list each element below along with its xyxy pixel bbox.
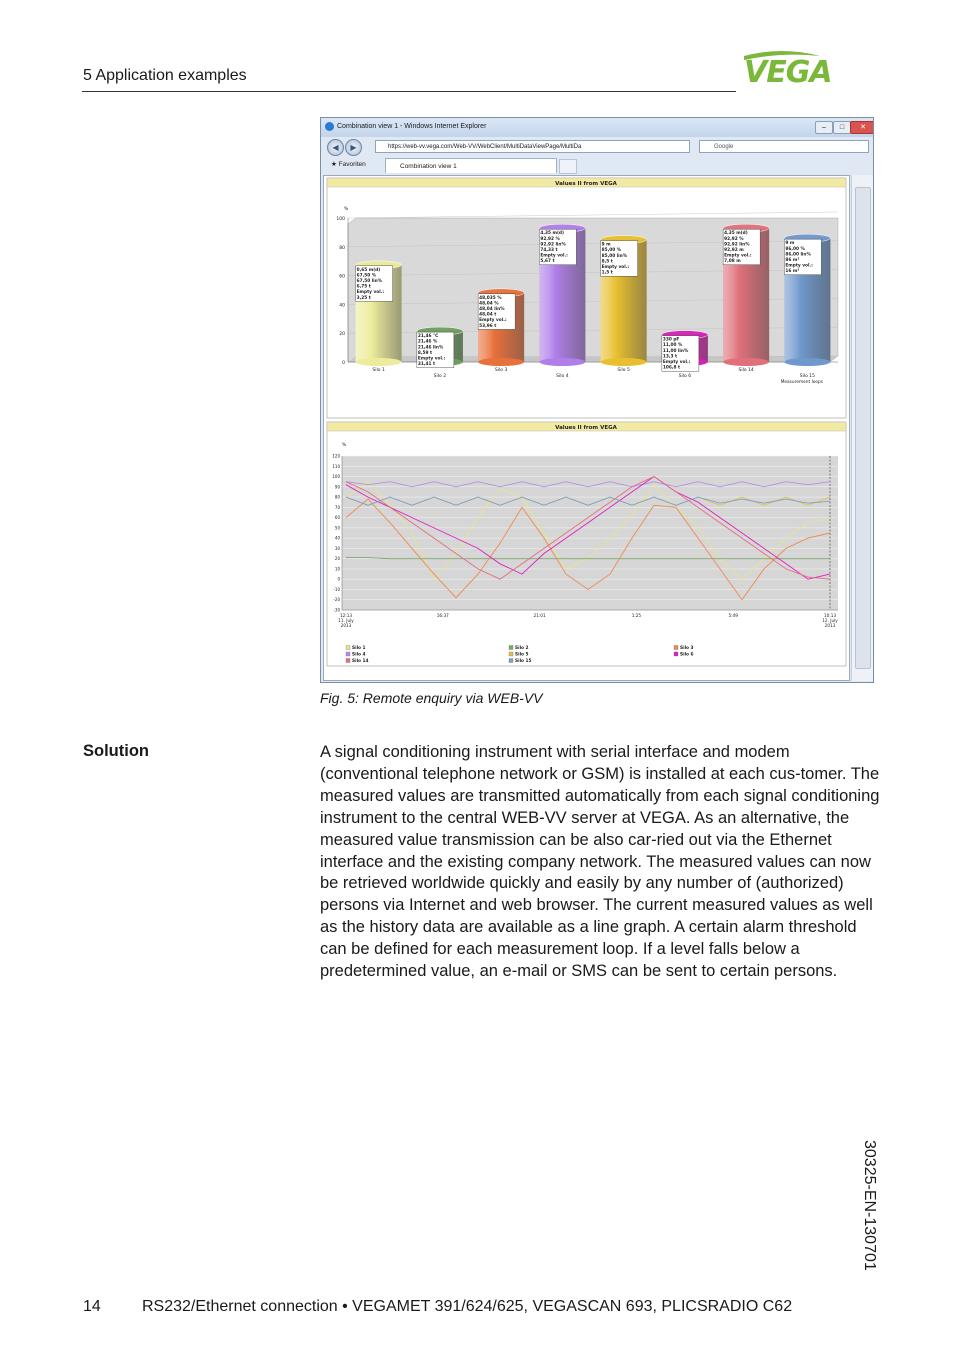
bar-data-label: 48,04 %: [479, 301, 499, 307]
bar-category-label: Silo 5: [617, 368, 630, 373]
browser-screenshot: [320, 117, 874, 683]
url-text: https://web-vv.vega.com/Web-VV/WebClient/MultiDataViewPage/MultiDa: [388, 144, 582, 150]
line-chart-ytick: 50: [334, 525, 340, 531]
bar-base: [784, 358, 830, 366]
browser-tab[interactable]: [385, 158, 557, 173]
bar-data-label: 21,46 lin%: [417, 345, 444, 351]
document-code: 30325-EN-130701: [861, 1140, 878, 1271]
new-tab-button[interactable]: [559, 159, 577, 174]
line-chart-xtick: 16:37: [436, 613, 449, 618]
line-chart-ytick: 80: [334, 494, 340, 500]
bar-data-label: Empty vol.:: [662, 360, 691, 366]
bar-chart-title: Values II from VEGA: [555, 181, 617, 187]
line-chart-plot-area: [342, 456, 838, 610]
favorites-label: Favoriten: [338, 161, 366, 168]
legend-swatch: [674, 652, 678, 656]
search-box[interactable]: [699, 140, 869, 153]
line-chart-ytick: 40: [334, 535, 340, 541]
legend-swatch: [346, 659, 350, 663]
bar-chart-xlabel: Measurement loops: [780, 380, 823, 385]
bar-data-label: 13,3 t: [662, 354, 678, 360]
bar-data-label: 9 m: [601, 242, 611, 248]
bar-data-label: 3,25 t: [356, 295, 371, 301]
line-chart-xtick: 2013: [824, 623, 836, 628]
favorites-button[interactable]: ★ Favoriten: [331, 161, 366, 168]
line-chart-ytick: 110: [332, 463, 340, 469]
legend-swatch: [509, 659, 513, 663]
bar-chart-ylabel: %: [344, 207, 349, 212]
legend-label: Silo 2: [515, 646, 529, 651]
line-chart-xtick: 11. July: [338, 618, 354, 623]
legend-swatch: [346, 646, 350, 650]
bar-data-label: 67,50 %: [356, 273, 377, 279]
favorites-row: [321, 157, 873, 174]
line-chart-xtick: 12:13: [339, 613, 353, 618]
bar-data-label: 106,8 t: [662, 365, 681, 371]
bar-data-label: 8,59 t: [417, 350, 433, 356]
address-bar[interactable]: [375, 140, 690, 153]
header-rule: [82, 91, 736, 92]
line-chart-ytick: 30: [334, 545, 340, 551]
bar-data-label: 6,75 t: [356, 284, 371, 290]
line-chart-ytick: 20: [334, 556, 340, 562]
line-chart-ytick: 60: [334, 515, 340, 521]
line-chart-xtick: 12. July: [822, 618, 838, 623]
bar-data-label: 48,04 lin%: [479, 307, 505, 313]
bar-base: [601, 358, 647, 366]
bar-data-label: 53,96 t: [479, 323, 497, 329]
page-content: [323, 175, 850, 681]
line-chart-xtick: 1:25: [631, 613, 642, 618]
bar-data-label: 86,00 lin%: [785, 252, 811, 258]
bar-data-label: 21,46 %: [417, 339, 438, 345]
bar-category-label: Silo 4: [556, 374, 569, 379]
bar-data-label: Empty vol.:: [479, 318, 507, 324]
bar-data-label: Empty vol.:: [724, 253, 752, 259]
bar-category-label: Silo 2: [433, 374, 447, 379]
line-chart-xtick: 2013: [340, 623, 352, 628]
legend-label: Silo 5: [515, 652, 529, 658]
legend-label: Silo 6: [680, 652, 694, 658]
line-chart-ytick: 120: [332, 453, 340, 459]
line-chart-ytick: 90: [334, 484, 340, 490]
legend-label: Silo 4: [352, 652, 366, 658]
bar-base: [356, 358, 402, 366]
bar-data-label: 21,46 °C: [417, 334, 439, 340]
bar-data-label: 86,00 %: [785, 246, 805, 252]
maximize-button[interactable]: □: [833, 121, 851, 134]
bar-data-label: 1,5 t: [601, 270, 613, 276]
minimize-button[interactable]: –: [815, 121, 833, 134]
legend-label: Silo 15: [515, 659, 532, 664]
bar-chart-ytick: 60: [339, 274, 345, 280]
bar-data-label: 8,5 t: [601, 259, 613, 265]
bar-base: [539, 358, 585, 366]
vega-logo: [742, 50, 872, 84]
bar-data-label: 92,92 m: [724, 247, 744, 253]
bar-data-label: 9 m: [785, 241, 795, 247]
bar-category-label: Silo 14: [738, 368, 754, 373]
bar-data-label: 31,41 t: [417, 362, 436, 368]
logo-text: VEGA: [744, 55, 832, 84]
page-number: 14: [83, 1298, 101, 1315]
figure-caption: Fig. 5: Remote enquiry via WEB-VV: [320, 690, 543, 706]
scrollbar[interactable]: [851, 175, 873, 681]
line-chart-ytick: -20: [333, 597, 340, 603]
bar-category-label: Silo 15: [799, 374, 816, 379]
line-chart-ytick: 100: [332, 474, 340, 480]
bar-base: [723, 358, 769, 366]
bar-data-label: Empty vol.:: [601, 265, 630, 270]
bar-data-label: 92,92 %: [540, 236, 560, 242]
bar-chart-ytick: 20: [339, 332, 345, 338]
bar-data-label: 85,00 lin%: [601, 253, 628, 259]
bar-chart-ytick: 80: [339, 245, 345, 251]
solution-text: A signal conditioning instrument with serial interface and modem (conventional telephone network or GSM) is installed at each cus-tomer. The measured values are transmitted automatically from each signal conditioning instrument to the central WEB-VV server at VEGA. As an alternative, the measured value transmission can be also car-ried out via the Ethernet interface and the existing company network. The measured values can now be retrieved worldwide quickly and easily by any number of (authorized) persons via Internet and web browser. The current measured values as well as the history data are available as a line graph. A certain alarm threshold can be defined for each measurement loop. If a level falls below a predetermined value, an e-mail or SMS can be sent to certain persons.: [320, 743, 880, 981]
solution-label: Solution: [83, 742, 149, 760]
bar-data-label: 4,35 m(d): [540, 231, 564, 237]
bar-data-label: 92,92 %: [724, 236, 744, 242]
ie-icon: [325, 122, 334, 131]
bar-data-label: 86 m³: [785, 257, 800, 263]
line-chart-ytick: -30: [333, 607, 340, 613]
line-chart-ytick: 10: [334, 566, 340, 572]
bar-category-label: Silo 1: [372, 368, 385, 373]
bar-data-label: 48,04 t: [479, 312, 497, 318]
bar-data-label: 74,33 t: [540, 247, 558, 253]
back-button[interactable]: ◀: [327, 139, 344, 156]
search-placeholder: Google: [714, 144, 734, 150]
line-chart-title: Values II from VEGA: [555, 425, 617, 431]
legend-swatch: [509, 652, 513, 656]
close-button[interactable]: ✕: [850, 121, 874, 134]
legend-label: Silo 1: [352, 646, 366, 651]
tab-label: Combination view 1: [400, 163, 457, 170]
legend-swatch: [509, 646, 513, 650]
browser-title-bar: [321, 118, 873, 137]
line-chart-xtick: 5:49: [728, 613, 738, 618]
bar-data-label: Empty vol.:: [417, 356, 446, 362]
address-row: [321, 137, 873, 157]
line-chart-xtick: 10:13: [823, 613, 837, 618]
bar-data-label: 330 pF: [662, 337, 680, 343]
line-chart-xtick: 21:01: [533, 613, 546, 618]
bar-data-label: Empty vol.:: [785, 263, 813, 269]
bar-data-label: 0,65 m(d): [356, 267, 381, 273]
bar-data-label: 92,92 lin%: [724, 242, 750, 248]
scrollbar-thumb[interactable]: [855, 187, 871, 669]
bar-data-label: 11,00 lin%: [662, 348, 689, 354]
bar-data-label: 7,08 m: [724, 259, 741, 265]
bar-data-label: 5,67 t: [540, 259, 555, 265]
legend-label: Silo 3: [680, 646, 694, 651]
line-chart-ytick: 70: [334, 504, 340, 510]
section-header: 5 Application examples: [83, 67, 247, 84]
bar-data-label: 4,35 m(d): [724, 231, 748, 237]
footer-title: RS232/Ethernet connection • VEGAMET 391/624/625, VEGASCAN 693, PLICSRADIO C62: [142, 1298, 793, 1315]
bar-chart-ytick: 100: [336, 217, 345, 222]
legend-label: Silo 14: [352, 659, 369, 664]
forward-button[interactable]: ▶: [345, 139, 362, 156]
bar-data-label: 11,00 %: [662, 343, 683, 349]
bar-chart-ytick: 0: [342, 361, 345, 366]
bar-data-label: 67,50 lin%: [356, 279, 383, 284]
bar-data-label: 16 m³: [785, 269, 800, 275]
bar-data-label: Empty vol.:: [540, 253, 568, 259]
charts-area: [324, 176, 849, 680]
bar-base: [478, 358, 524, 366]
line-chart-ytick: 0: [337, 576, 340, 582]
line-chart-ytick: -10: [333, 586, 340, 592]
bar-data-label: Empty vol.:: [356, 290, 385, 296]
browser-title: Combination view 1 - Windows Internet Explorer: [337, 123, 487, 130]
bar-category-label: Silo 3: [494, 368, 508, 373]
bar-data-label: 85,00 %: [601, 248, 622, 254]
line-chart-ylabel: %: [342, 443, 347, 448]
legend-swatch: [346, 652, 350, 656]
legend-swatch: [674, 646, 678, 650]
bar-category-label: Silo 6: [678, 374, 692, 379]
bar-data-label: 92,92 lin%: [540, 242, 566, 248]
bar-chart-ytick: 40: [339, 303, 345, 309]
bar-data-label: 48,035 %: [479, 295, 502, 301]
